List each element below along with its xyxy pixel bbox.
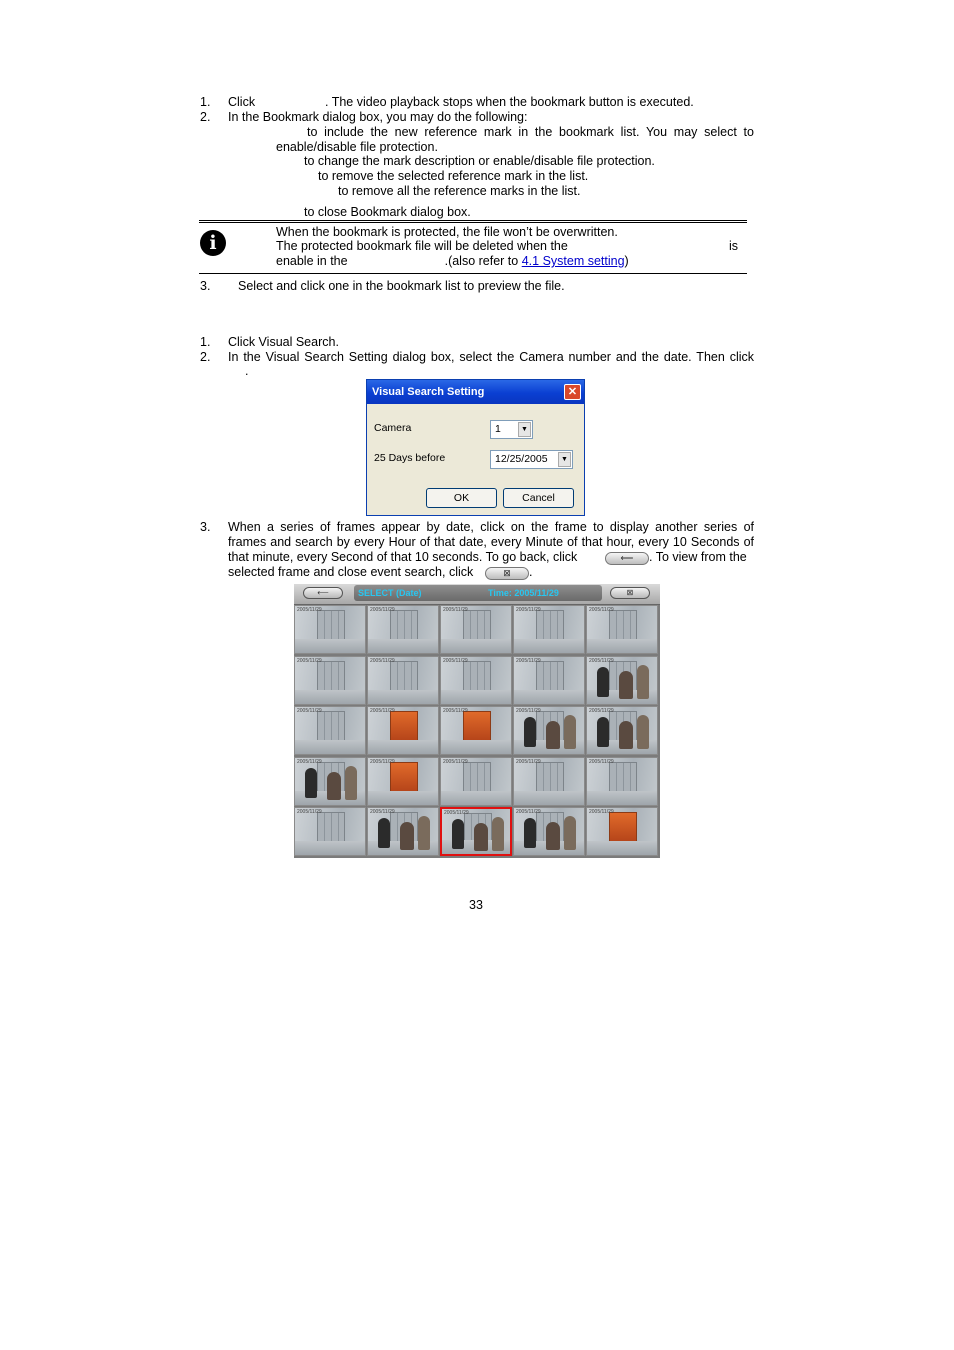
cancel-button[interactable]: Cancel — [503, 488, 574, 508]
elevator-door — [390, 610, 418, 640]
vs-step-3-number: 3. — [200, 520, 211, 534]
camera-label: Camera — [374, 422, 412, 434]
frame-timestamp: 2005/11/29 — [297, 607, 322, 613]
elevator-door — [609, 610, 637, 640]
person-figure — [378, 818, 390, 848]
back-arrow-icon: ⟵ — [605, 552, 649, 565]
person-figure — [546, 721, 560, 749]
floor — [295, 740, 365, 754]
grid-header — [354, 585, 602, 601]
frame-timestamp: 2005/11/29 — [516, 809, 541, 815]
person-figure — [400, 822, 414, 850]
frame-timestamp: 2005/11/29 — [589, 657, 614, 664]
frame-timestamp: 2005/11/29 — [370, 657, 395, 664]
note-line-1: When the bookmark is protected, the file won’t be overwritten. — [276, 225, 618, 239]
person-figure — [418, 816, 430, 850]
floor — [587, 791, 657, 805]
frame-timestamp: 2005/11/29 — [297, 809, 322, 815]
floor — [368, 690, 438, 704]
person-figure — [637, 665, 649, 699]
frame-timestamp: 2005/11/29 — [516, 657, 541, 664]
vs-step-2-line-1: In the Visual Search Setting dialog box, select the Camera number and the date. Then click — [228, 350, 754, 364]
person-figure — [564, 816, 576, 850]
elevator-door — [609, 812, 637, 842]
grid-header-time: Time: 2005/11/29 — [488, 588, 559, 598]
step-1-description: . The video playback stops when the bookmark button is executed. — [325, 95, 694, 109]
clear-all-description: to remove all the reference marks in the list. — [338, 184, 581, 198]
date-picker[interactable] — [490, 450, 573, 469]
vs-step-3-line-3-end: . To view from the — [649, 550, 747, 564]
person-figure — [345, 766, 357, 800]
camera-select[interactable] — [490, 420, 533, 439]
frame-thumbnail[interactable] — [513, 605, 585, 654]
frame-thumbnail[interactable] — [513, 706, 585, 755]
frame-timestamp: 2005/11/29 — [516, 607, 541, 613]
back-button[interactable]: ⟵ — [303, 587, 343, 599]
elevator-door — [463, 711, 491, 741]
floor — [514, 791, 584, 805]
frame-thumbnail[interactable] — [513, 656, 585, 705]
step-2-description: In the Bookmark dialog box, you may do the following: — [228, 110, 528, 124]
floor — [441, 740, 511, 754]
frame-grid — [294, 605, 660, 858]
frame-thumbnail[interactable] — [294, 757, 366, 806]
floor — [587, 639, 657, 653]
elevator-door — [536, 762, 564, 792]
frame-thumbnail[interactable] — [440, 757, 512, 806]
frame-timestamp: 2005/11/29 — [443, 657, 468, 664]
frame-thumbnail[interactable] — [440, 656, 512, 705]
elevator-door — [390, 711, 418, 741]
elevator-door — [317, 711, 345, 741]
floor — [368, 740, 438, 754]
frame-timestamp: 2005/11/29 — [370, 708, 395, 714]
note-line-3-end: ) — [624, 254, 629, 268]
vs-step-2-number: 2. — [200, 350, 211, 364]
note-line-2: The protected bookmark file will be deleted when the — [276, 239, 568, 253]
frame-thumbnail[interactable] — [294, 807, 366, 856]
step-2-number: 2. — [200, 110, 211, 124]
frame-thumbnail[interactable] — [513, 757, 585, 806]
frame-timestamp: 2005/11/29 — [370, 809, 395, 815]
note-bottom-rule — [199, 273, 747, 274]
page-number: 33 — [469, 898, 483, 912]
vs-step-1-description: Click Visual Search. — [228, 335, 339, 349]
person-figure — [564, 715, 576, 749]
floor — [295, 639, 365, 653]
elevator-door — [390, 661, 418, 691]
add-mark-description: to include the new reference mark in the bookmark list. You may select to — [307, 125, 754, 139]
elevator-door — [463, 762, 491, 792]
frame-timestamp: 2005/11/29 — [589, 607, 614, 613]
frame-timestamp: 2005/11/29 — [516, 708, 541, 714]
delete-mark-description: to remove the selected reference mark in the list. — [318, 169, 589, 183]
person-figure — [305, 768, 317, 798]
frame-thumbnail[interactable] — [367, 605, 439, 654]
frame-thumbnail[interactable] — [586, 605, 658, 654]
grid-toolbar — [294, 584, 660, 605]
person-figure — [546, 822, 560, 850]
frame-thumbnail[interactable] — [294, 656, 366, 705]
frame-timestamp: 2005/11/29 — [443, 708, 468, 714]
vs-step-3-line-1: When a series of frames appear by date, click on the frame to display another series of — [228, 520, 754, 534]
elevator-door — [390, 762, 418, 792]
vs-step-1-number: 1. — [200, 335, 211, 349]
frame-thumbnail[interactable] — [440, 807, 512, 856]
dialog-title: Visual Search Setting — [367, 380, 584, 404]
frame-timestamp: 2005/11/29 — [589, 758, 614, 765]
floor — [441, 791, 511, 805]
chevron-down-icon[interactable]: ▼ — [518, 422, 531, 437]
floor — [295, 690, 365, 704]
frame-timestamp: 2005/11/29 — [516, 758, 541, 765]
frame-thumbnail[interactable] — [367, 656, 439, 705]
date-value: 12/25/2005 — [495, 453, 548, 465]
vs-step-2-line-2: . — [245, 364, 249, 378]
person-figure — [524, 818, 536, 848]
elevator-door — [536, 610, 564, 640]
frame-timestamp: 2005/11/29 — [589, 809, 614, 815]
frame-thumbnail[interactable] — [294, 706, 366, 755]
vs-step-3-line-2: frames and search by every Hour of that date, every Minute of that hour, every 10 Seconds of — [228, 535, 754, 549]
frame-thumbnail[interactable] — [440, 605, 512, 654]
close-search-icon: ⊠ — [485, 567, 529, 580]
frame-thumbnail[interactable] — [586, 757, 658, 806]
person-figure — [492, 817, 504, 851]
ok-button[interactable]: OK — [426, 488, 497, 508]
elevator-door — [317, 812, 345, 842]
step-3-description: Select and click one in the bookmark list to preview the file. — [238, 279, 565, 293]
note-top-rule — [199, 220, 747, 221]
edit-mark-description: to change the mark description or enable/disable file protection. — [304, 154, 655, 168]
frame-timestamp: 2005/11/29 — [370, 607, 395, 613]
elevator-door — [463, 610, 491, 640]
note-top-rule-2 — [199, 222, 747, 223]
floor — [514, 639, 584, 653]
frame-timestamp: 2005/11/29 — [589, 708, 614, 714]
visual-search-setting-dialog — [366, 379, 585, 516]
days-before-label: 25 Days before — [374, 452, 446, 464]
grid-header-select: SELECT (Date) — [358, 588, 422, 598]
floor — [368, 639, 438, 653]
person-figure — [619, 671, 633, 699]
frame-thumbnail[interactable] — [586, 656, 658, 705]
frame-thumbnail[interactable] — [513, 807, 585, 856]
elevator-door — [317, 610, 345, 640]
frame-thumbnail[interactable] — [367, 757, 439, 806]
frame-timestamp: 2005/11/29 — [370, 758, 395, 765]
frame-thumbnail[interactable] — [586, 706, 658, 755]
floor — [295, 841, 365, 855]
note-line-3-mid: .(also refer to — [444, 254, 519, 268]
frame-thumbnail[interactable] — [367, 706, 439, 755]
elevator-door — [463, 661, 491, 691]
person-figure — [619, 721, 633, 749]
camera-value: 1 — [495, 423, 501, 435]
frame-timestamp: 2005/11/29 — [297, 708, 322, 714]
person-figure — [637, 715, 649, 749]
floor — [514, 690, 584, 704]
note-line-3 — [276, 254, 629, 269]
frame-timestamp: 2005/11/29 — [443, 607, 468, 613]
system-setting-link[interactable]: 4.1 System setting — [521, 254, 625, 268]
note-line-3-pre: enable in the — [276, 254, 348, 268]
person-figure — [597, 717, 609, 747]
chevron-down-icon[interactable]: ▼ — [558, 452, 571, 467]
frame-thumbnail[interactable] — [367, 807, 439, 856]
elevator-door — [536, 661, 564, 691]
step-1-number: 1. — [200, 95, 211, 109]
vs-step-3-line-4: selected frame and close event search, click — [228, 565, 474, 579]
close-icon[interactable]: ✕ — [564, 384, 581, 400]
vs-step-3-line-3: that minute, every Second of that 10 seconds. To go back, click — [228, 550, 578, 564]
close-dialog-description: to close Bookmark dialog box. — [304, 205, 471, 219]
elevator-door — [609, 762, 637, 792]
frame-timestamp: 2005/11/29 — [444, 810, 469, 816]
person-figure — [452, 819, 464, 849]
step-3-number: 3. — [200, 279, 211, 293]
frame-thumbnail[interactable] — [586, 807, 658, 856]
visual-search-grid-screenshot — [294, 584, 660, 858]
note-line-2-end: is — [729, 239, 739, 253]
floor — [587, 841, 657, 855]
info-icon: i — [200, 230, 226, 256]
floor — [368, 791, 438, 805]
frame-thumbnail[interactable] — [294, 605, 366, 654]
frame-thumbnail[interactable] — [440, 706, 512, 755]
floor — [441, 639, 511, 653]
elevator-door — [317, 661, 345, 691]
floor — [441, 690, 511, 704]
frame-timestamp: 2005/11/29 — [297, 758, 322, 765]
step-1-click-text: Click — [228, 95, 256, 109]
frame-timestamp: 2005/11/29 — [443, 758, 468, 765]
person-figure — [327, 772, 341, 800]
person-figure — [474, 823, 488, 851]
person-figure — [597, 667, 609, 697]
vs-step-3-line-4-end: . — [529, 565, 533, 579]
add-mark-description-cont: enable/disable file protection. — [276, 140, 438, 154]
person-figure — [524, 717, 536, 747]
frame-timestamp: 2005/11/29 — [297, 657, 322, 664]
close-search-button[interactable]: ⊠ — [610, 587, 650, 599]
